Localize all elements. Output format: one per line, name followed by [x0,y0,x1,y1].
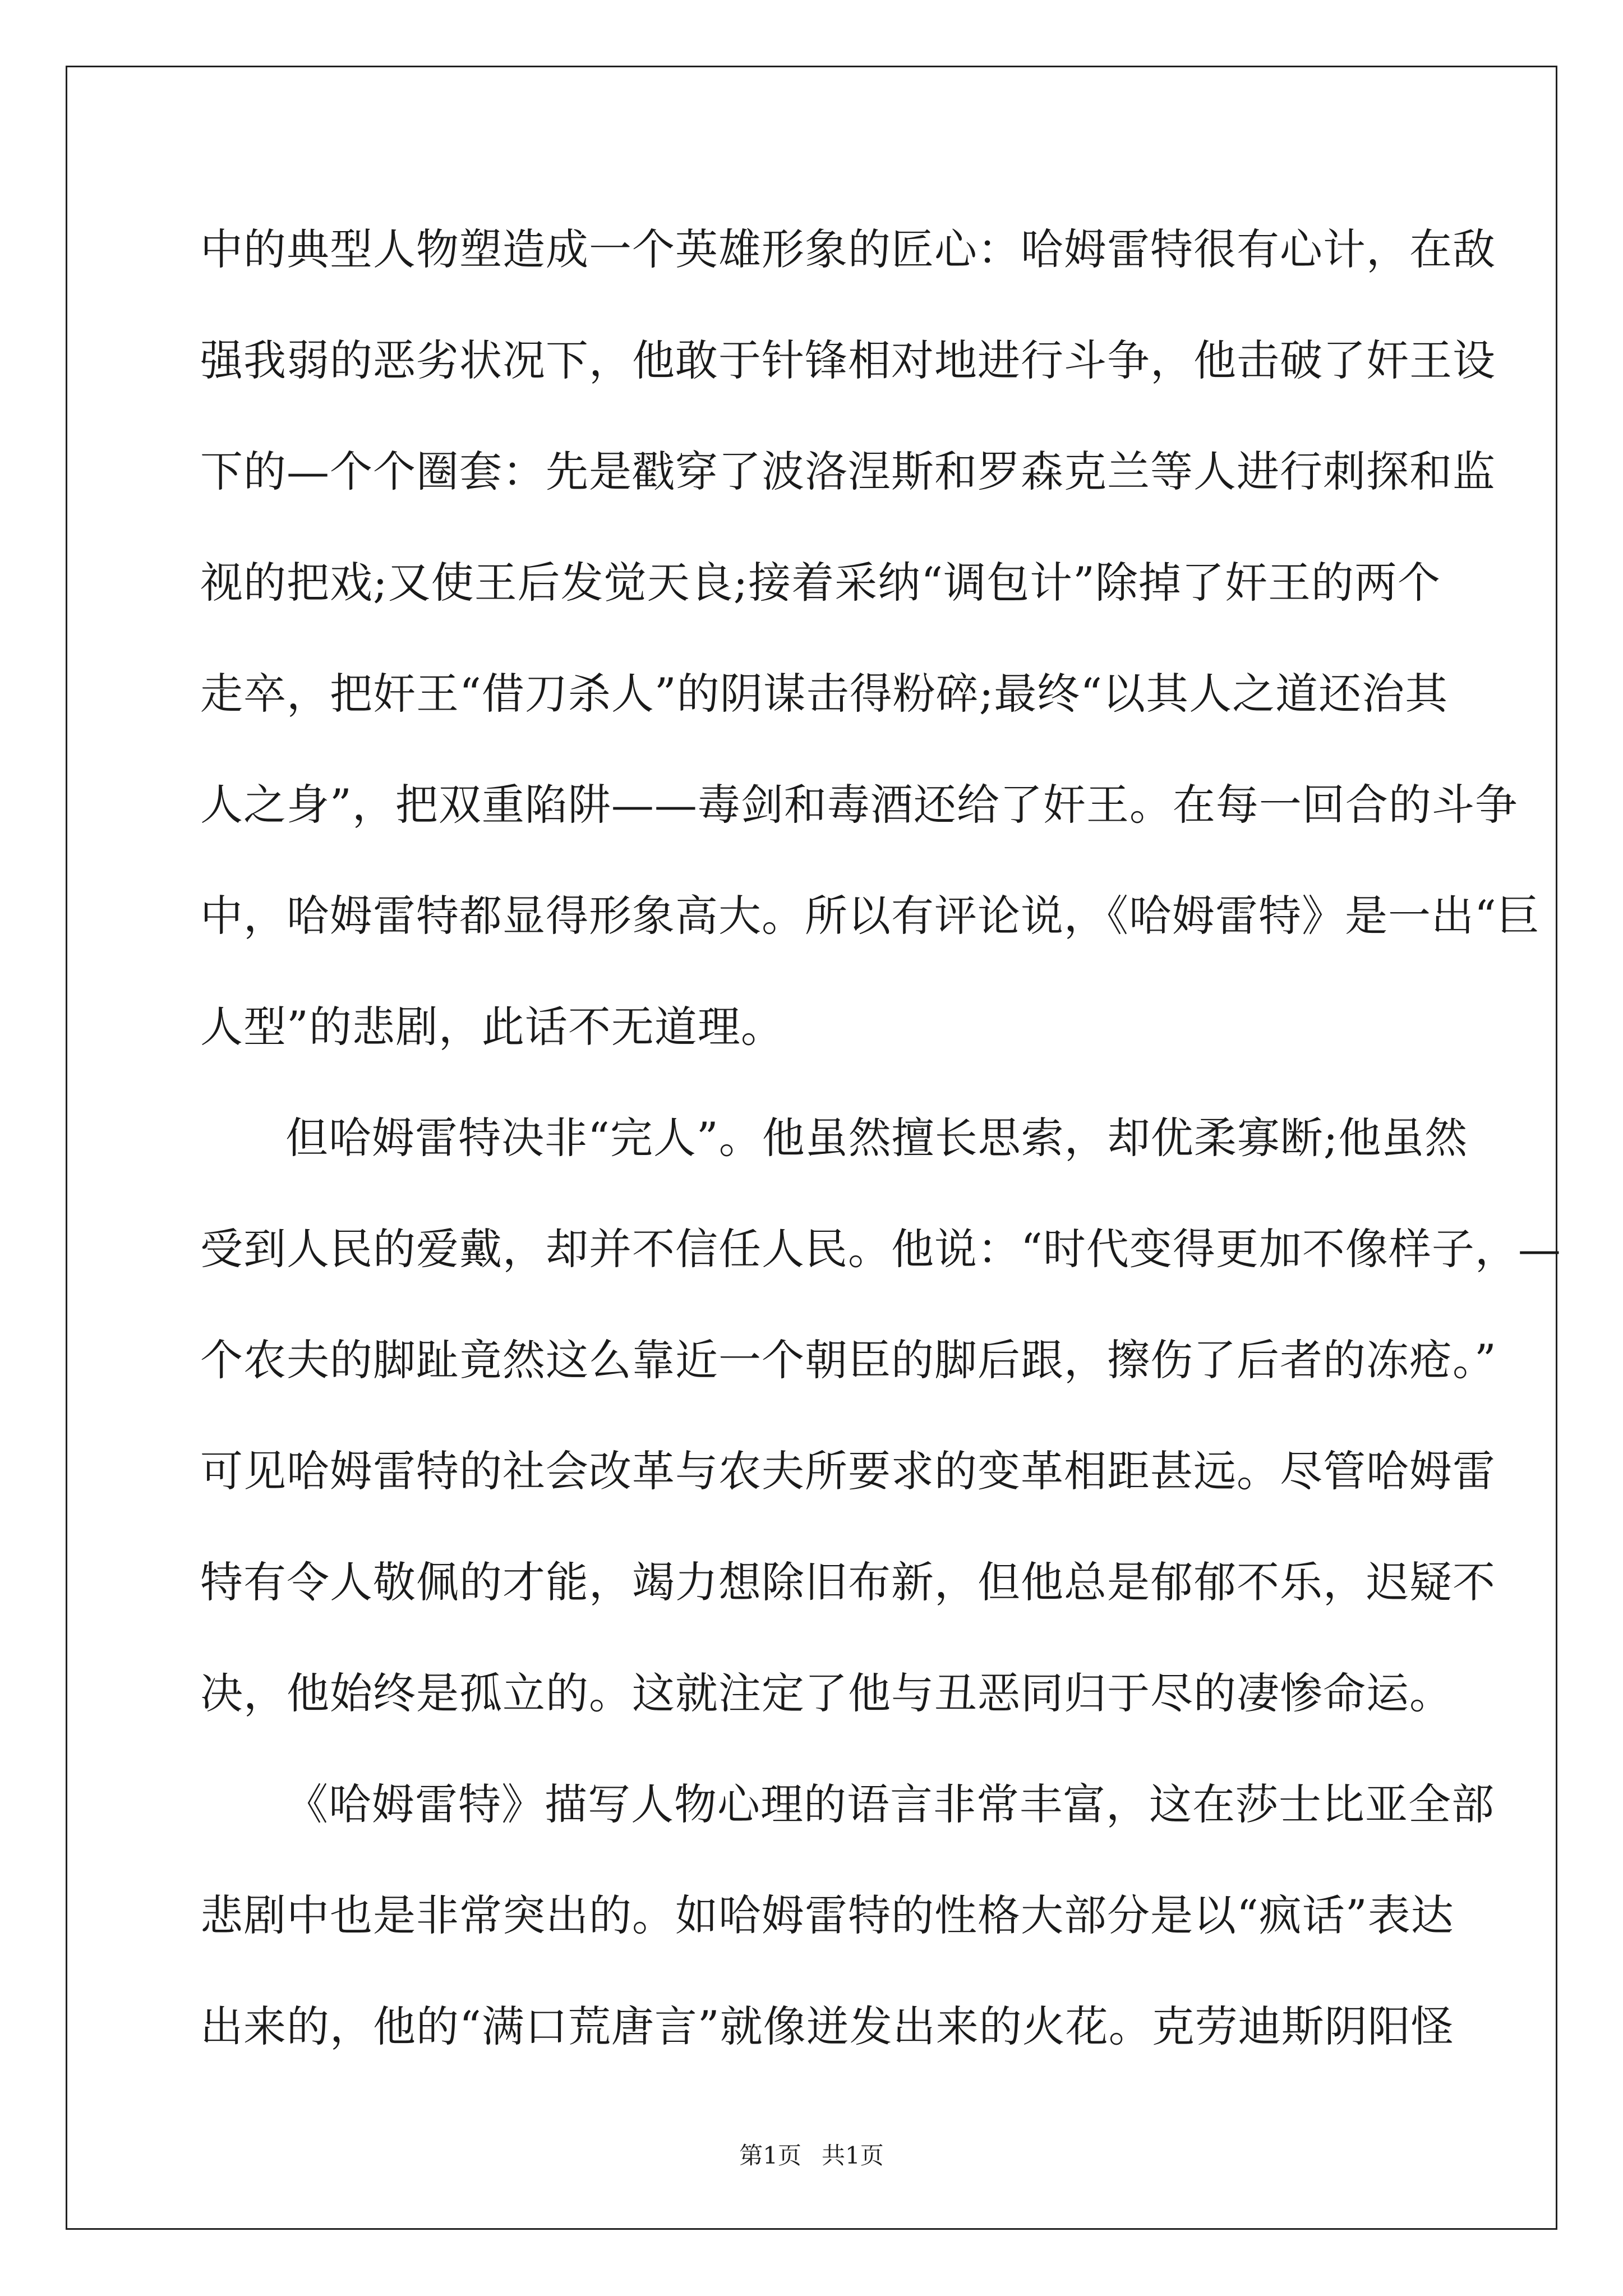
page-footer [0,2140,1623,2171]
text-line: 走卒，把奸王“借刀杀人”的阴谋击得粉碎;最终“以其人之道还治其 [200,669,1449,719]
text-line: 强我弱的恶劣状况下，他敢于针锋相对地进行斗争，他击破了奸王设 [200,335,1496,385]
text-line: 视的把戏;又使王后发觉天良;接着采纳“调包计”除掉了奸王的两个 [200,558,1441,608]
page-number: 第1页 [739,2142,801,2169]
text-line: 出来的，他的“满口荒唐言”就像迸发出来的火花。克劳迪斯阴阳怪 [200,2001,1454,2051]
text-line: 受到人民的爱戴，却并不信任人民。他说：“时代变得更加不像样子，— [200,1224,1561,1274]
text-line: 悲剧中也是非常突出的。如哈姆雷特的性格大部分是以“疯话”表达 [200,1890,1454,1940]
text-line: 特有令人敬佩的才能，竭力想除旧布新，但他总是郁郁不乐，迟疑不 [200,1557,1496,1607]
text-line: 下的—个个圈套：先是戳穿了波洛涅斯和罗森克兰等人进行刺探和监 [200,447,1496,496]
page-total: 共1页 [822,2142,884,2169]
text-line: 个农夫的脚趾竟然这么靠近一个朝臣的脚后跟，擦伤了后者的冻疮。” [200,1335,1497,1385]
text-line: 人型”的悲剧，此话不无道理。 [200,1002,784,1052]
text-line: 可见哈姆雷特的社会改革与农夫所要求的变革相距甚远。尽管哈姆雷 [200,1446,1496,1496]
paragraph-first-line: 但哈姆雷特决非“完人”。他虽然擅长思索，却优柔寡断;他虽然 [285,1113,1468,1163]
paragraph-first-line: 《哈姆雷特》描写人物心理的语言非常丰富，这在莎士比亚全部 [285,1779,1495,1829]
text-line: 中的典型人物塑造成一个英雄形象的匠心：哈姆雷特很有心计，在敌 [200,224,1496,274]
text-line: 人之身”，把双重陷阱——毒剑和毒酒还给了奸王。在每一回合的斗争 [200,780,1518,830]
text-line: 决，他始终是孤立的。这就注定了他与丑恶同归于尽的凄惨命运。 [200,1668,1453,1718]
text-line: 中，哈姆雷特都显得形象高大。所以有评论说，《哈姆雷特》是一出“巨 [200,891,1540,941]
